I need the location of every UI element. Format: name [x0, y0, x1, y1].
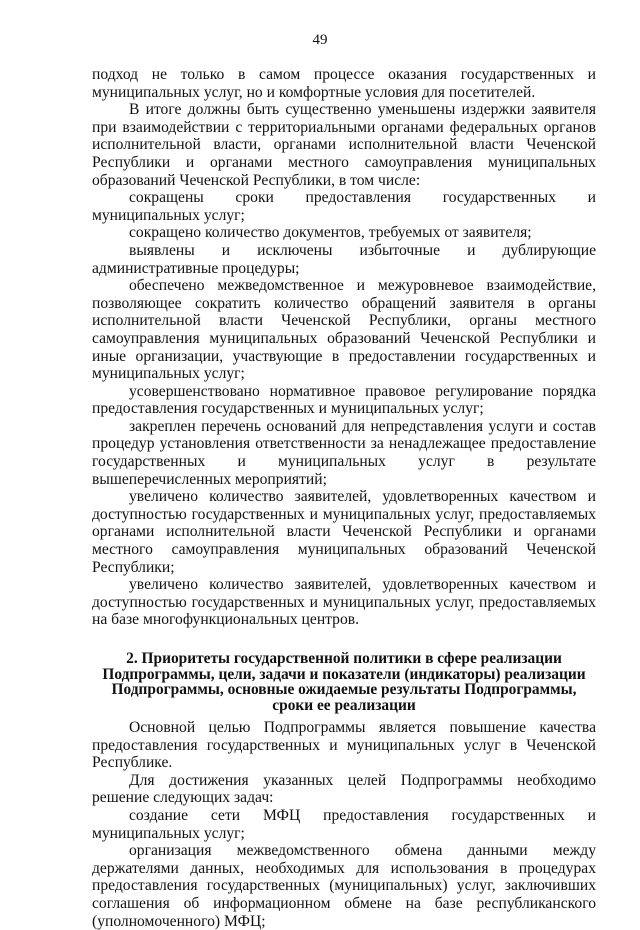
section-heading [92, 651, 596, 713]
paragraph: подход не только в самом процессе оказания государственных и муниципальных услуг, но и комфортные условия для посетителей. [92, 66, 596, 101]
list-item: сокращены сроки предоставления государственных и муниципальных услуг; [92, 189, 596, 224]
list-item: увеличено количество заявителей, удовлетворенных качеством и доступностью государственных и муниципальных услуг, предоставляемых на базе многофункциональных центров. [92, 576, 596, 629]
section-heading-line: сроки ее реализации [272, 696, 416, 714]
section-heading-line: 2. Приоритеты государственной политики в сфере реализации [126, 650, 562, 667]
document-body [92, 66, 596, 930]
list-item: организация межведомственного обмена данными между держателями данных, необходимых для использования в процедурах предоставления государственных (муниципальных) услуг, заключивших соглашения об информационном обмене на базе республиканского (уполномоченного) МФЦ; [92, 842, 596, 930]
paragraph: В итоге должны быть существенно уменьшены издержки заявителя при взаимодействии с территориальными органами федеральных органов исполнительной власти, органами исполнительной власти Чеченской Республики и органами местного самоуправления муниципальных образований Чеченской Республики, в том числе: [92, 101, 596, 189]
section-heading-line: Подпрограммы, основные ожидаемые результаты Подпрограммы, [111, 681, 577, 698]
page-number: 49 [312, 32, 328, 48]
list-item: усовершенствовано нормативное правовое регулирование порядка предоставления государственных и муниципальных услуг; [92, 382, 596, 418]
list-item: закреплен перечень оснований для непредставления услуги и состав процедур установления ответственности за ненадлежащее предоставление государственных и муниципальных услуг в результате вышеперечисленных мероприятий; [92, 417, 596, 488]
list-item: увеличено количество заявителей, удовлетворенных качеством и доступностью государственных и муниципальных услуг, предоставляемых органами исполнительной власти Чеченской Республики и органами местного самоуправления муниципальных образований Чеченской Республики; [92, 488, 596, 576]
list-item: создание сети МФЦ предоставления государственных и муниципальных услуг; [92, 806, 596, 842]
paragraph: Основной целью Подпрограммы является повышение качества предоставления государственных и муниципальных услуг в Чеченской Республике. [92, 719, 596, 772]
section-heading-line: Подпрограммы, цели, задачи и показатели (индикаторы) реализации [102, 665, 586, 683]
list-item: выявлены и исключены избыточные и дублирующие административные процедуры; [92, 241, 596, 277]
list-item: сокращено количество документов, требуемых от заявителя; [129, 224, 532, 242]
list-item: обеспечено межведомственное и межуровневое взаимодействие, позволяющее сократить количество обращений заявителя в органы исполнительной власти Чеченской Республики, органы местного самоуправления муниципальных образований Чеченской Республики и иные организации, участвующие в предоставлении государственных и муниципальных услуг; [92, 277, 596, 383]
paragraph: Для достижения указанных целей Подпрограммы необходимо решение следующих задач: [92, 771, 596, 807]
